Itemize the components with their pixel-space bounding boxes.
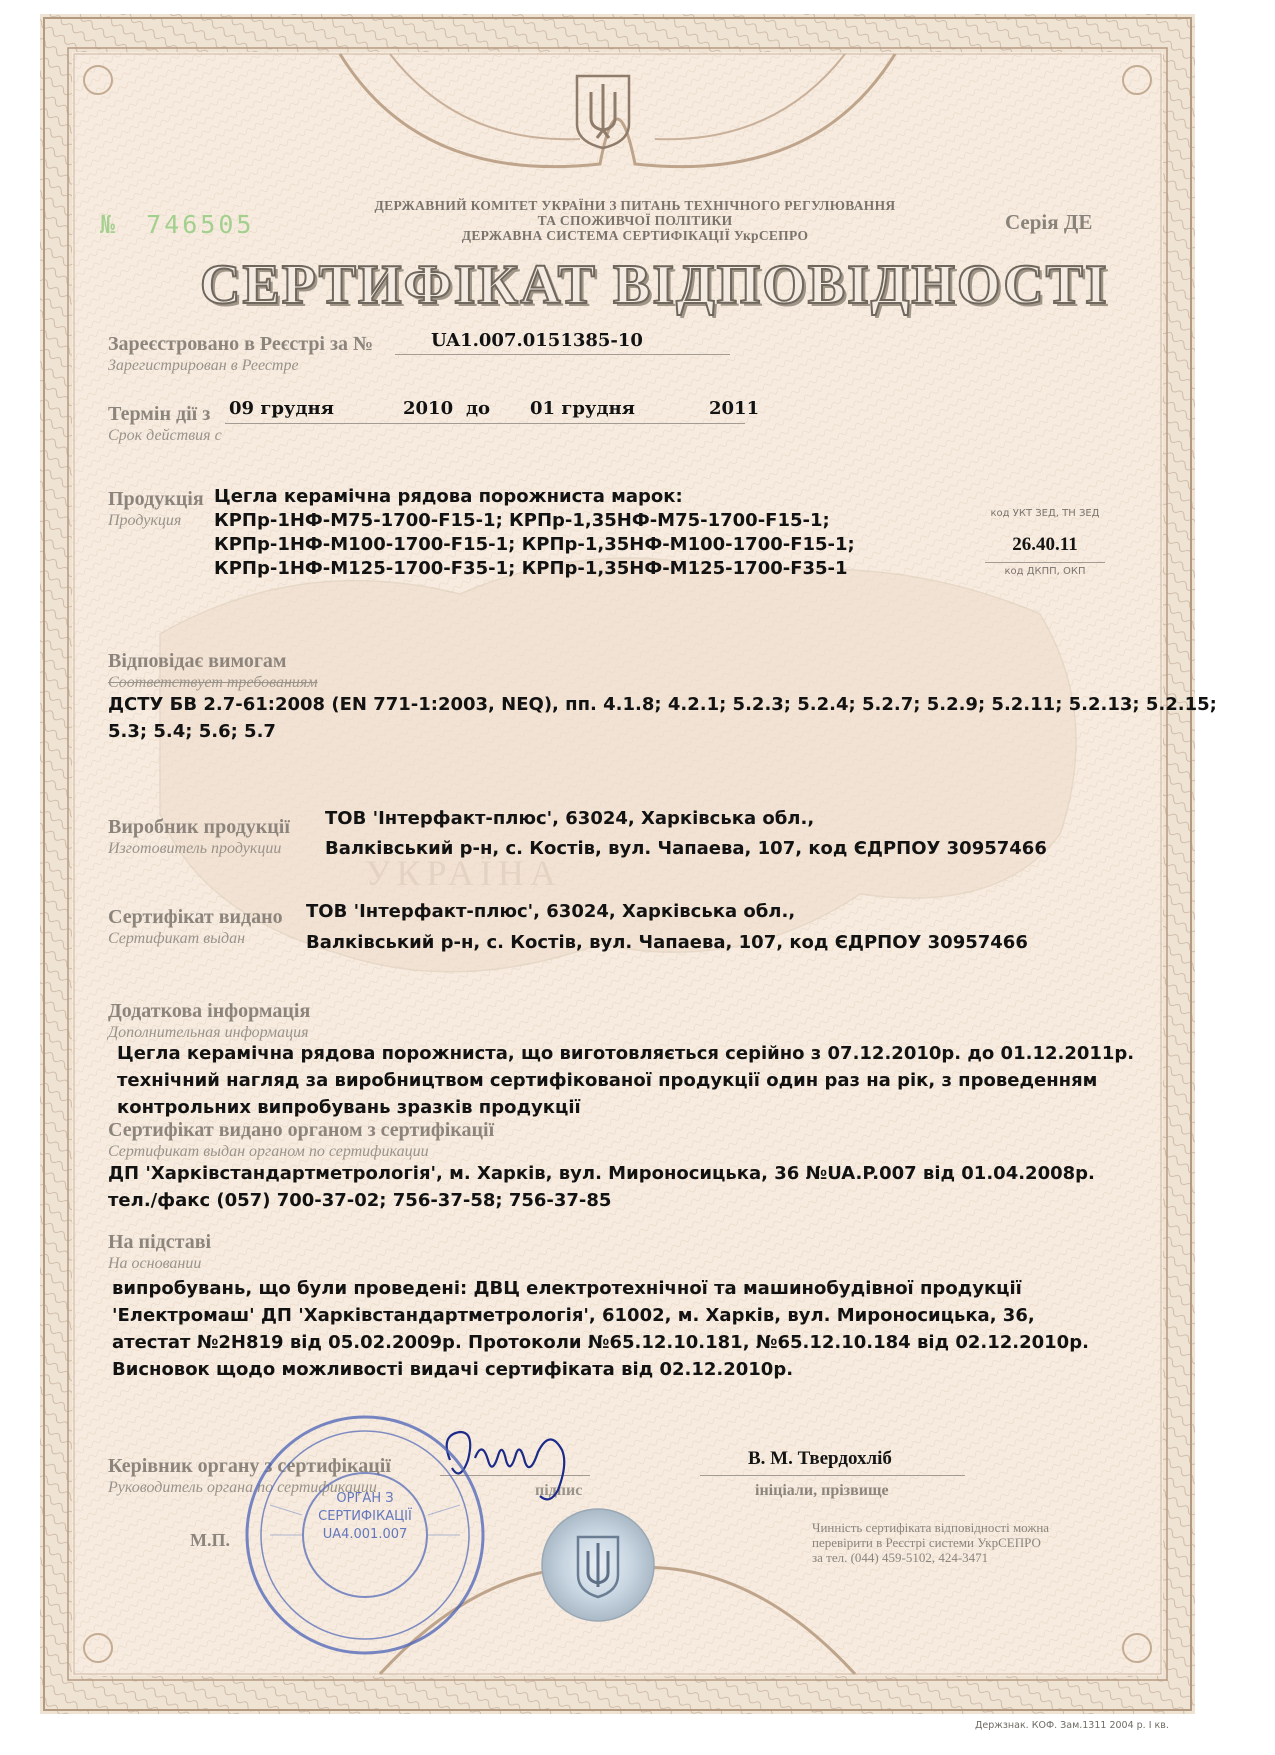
series-value: ДЕ <box>1063 210 1093 234</box>
manufacturer-label-ru: Изготовитель продукции <box>108 840 282 857</box>
basis-label: На підставі <box>108 1231 212 1253</box>
issuer-line: ТА СПОЖИВЧОЇ ПОЛІТИКИ <box>537 213 733 228</box>
manufacturer-label: Виробник продукції <box>108 816 290 838</box>
stamp-line: UA4.001.007 <box>322 1527 408 1542</box>
product-line: КРПр-1НФ-М125-1700-F35-1; КРПр-1,35НФ-М125-1700-F35-1 <box>214 558 848 579</box>
cert-body-text <box>108 1160 1095 1214</box>
hologram-emblem-icon <box>538 1505 658 1625</box>
issued-to-line: Валківський р-н, с. Костів, вул. Чапаева, 107, код ЄДРПОУ 30957466 <box>306 932 1028 953</box>
sign-label: підпис <box>535 1482 583 1499</box>
signatory-name: В. М. Твердохліб <box>748 1448 892 1469</box>
name-label: ініціали, прізвище <box>755 1482 889 1499</box>
requirements-line: ДСТУ БВ 2.7-61:2008 (EN 771-1:2003, NEQ), пп. 4.1.8; 4.2.1; 5.2.3; 5.2.4; 5.2.7; 5.2.9; 5.2.11; 5.2.13; 5.2.15; <box>108 694 1217 715</box>
additional-label: Додаткова інформація <box>108 1000 311 1022</box>
verify-line: Чинність сертифіката відповідності можна <box>812 1520 1050 1535</box>
product-line: КРПр-1НФ-М75-1700-F15-1; КРПр-1,35НФ-М75-1700-F15-1; <box>214 510 830 531</box>
stamp-line: ОРГАН З <box>336 1491 394 1506</box>
validity-label-ru: Срок действия с <box>108 427 222 444</box>
basis-line: Висновок щодо можливості видачі сертифіката від 02.12.2010р. <box>112 1359 794 1380</box>
additional-text <box>117 1040 1134 1121</box>
product-description <box>214 485 855 581</box>
stamp-line: СЕРТИФІКАЦІЇ <box>318 1509 412 1524</box>
manufacturer-line: ТОВ 'Інтерфакт-плюс', 63024, Харківська обл., <box>325 808 815 829</box>
valid-to-label: до <box>466 398 491 419</box>
certificate-title: СЕРТИФІКАТ ВІДПОВІДНОСТІ <box>200 254 1109 316</box>
verify-line: перевірити в Реєстрі системи УкрСЕПРО <box>812 1535 1041 1550</box>
verify-line: за тел. (044) 459-5102, 424-3471 <box>812 1550 989 1565</box>
manufacturer-text <box>325 804 1047 864</box>
number-label: № <box>100 210 119 239</box>
requirements-text <box>108 691 1217 745</box>
cert-body-label-ru: Сертификат выдан органом по сертификации <box>108 1143 429 1160</box>
code-top-label: код УКТ ЗЕД, ТН ЗЕД <box>990 508 1100 519</box>
registry-label: Зареєстровано в Реєстрі за № <box>108 333 374 355</box>
valid-from-year: 2010 <box>403 398 454 419</box>
product-line: Цегла керамічна рядова порожниста марок: <box>214 486 683 507</box>
code-bottom-label: код ДКПП, ОКП <box>1004 566 1086 577</box>
printer-imprint: Держзнак. КОФ. Зам.1311 2004 р. І кв. <box>975 1720 1169 1731</box>
certificate-number: 746505 <box>146 210 255 239</box>
issuer-header <box>310 198 960 243</box>
additional-line: технічний нагляд за виробництвом сертифікованої продукції один раз на рік, з проведенням <box>117 1070 1098 1091</box>
product-label-ru: Продукция <box>108 512 182 529</box>
verification-note <box>812 1520 1049 1565</box>
cert-body-label: Сертифікат видано органом з сертифікації <box>108 1119 495 1141</box>
requirements-label: Відповідає вимогам <box>108 650 287 672</box>
product-line: КРПр-1НФ-М100-1700-F15-1; КРПр-1,35НФ-М100-1700-F15-1; <box>214 534 855 555</box>
basis-line: атестат №2Н819 від 05.02.2009р. Протоколи №65.12.10.181, №65.12.10.184 від 02.12.2010р. <box>112 1332 1089 1353</box>
issuer-line: ДЕРЖАВНИЙ КОМІТЕТ УКРАЇНИ З ПИТАНЬ ТЕХНІЧНОГО РЕГУЛЮВАННЯ <box>374 198 896 213</box>
product-code: 26.40.11 <box>1012 534 1078 555</box>
registry-number: UA1.007.0151385-10 <box>431 330 643 351</box>
additional-line: контрольних випробувань зразків продукції <box>117 1097 581 1118</box>
trident-emblem-icon <box>573 72 633 150</box>
cert-body-line: тел./факс (057) 700-37-02; 756-37-58; 756-37-85 <box>108 1190 612 1211</box>
additional-line: Цегла керамічна рядова порожниста, що виготовляється серійно з 07.12.2010р. до 01.12.2011р. <box>117 1043 1135 1064</box>
basis-text <box>112 1275 1089 1383</box>
issued-to-label-ru: Сертификат выдан <box>108 930 246 947</box>
issued-to-line: ТОВ 'Інтерфакт-плюс', 63024, Харківська обл., <box>306 901 796 922</box>
valid-from-day: 09 грудня <box>229 398 334 419</box>
manufacturer-line: Валківський р-н, с. Костів, вул. Чапаева, 107, код ЄДРПОУ 30957466 <box>325 838 1047 859</box>
requirements-line: 5.3; 5.4; 5.6; 5.7 <box>108 721 276 742</box>
stamp-center <box>305 1490 425 1544</box>
series-label: Серія <box>1005 210 1059 234</box>
valid-to-day: 01 грудня <box>530 398 635 419</box>
head-label: Керівник органу з сертифікації <box>108 1455 391 1477</box>
requirements-label-ru: Соответствует требованиям <box>108 674 318 691</box>
issued-to-label: Сертифікат видано <box>108 906 283 928</box>
basis-label-ru: На основании <box>108 1255 202 1272</box>
registry-label-ru: Зарегистрирован в Реестре <box>108 357 299 374</box>
product-label: Продукція <box>108 488 204 510</box>
basis-line: 'Електромаш' ДП 'Харківстандартметрологія', 61002, м. Харків, вул. Мироносицька, 36, <box>112 1305 1035 1326</box>
valid-to-year: 2011 <box>709 398 760 419</box>
basis-line: випробувань, що були проведені: ДВЦ електротехнічної та машинобудівної продукції <box>112 1278 1022 1299</box>
additional-label-ru: Дополнительная информация <box>108 1024 309 1041</box>
issuer-line: ДЕРЖАВНА СИСТЕМА СЕРТИФІКАЦІЇ УкрСЕПРО <box>461 228 809 243</box>
map-watermark: УКРАЇНА <box>365 853 562 893</box>
issued-to-text <box>306 896 1028 958</box>
head-label-ru: Руководитель органа по сертификации <box>108 1479 377 1496</box>
seal-place-label: М.П. <box>190 1530 230 1550</box>
cert-body-line: ДП 'Харківстандартметрологія', м. Харків, вул. Мироносицька, 36 №UA.P.007 від 01.04.2008р. <box>108 1163 1095 1184</box>
validity-label: Термін дії з <box>108 403 211 425</box>
